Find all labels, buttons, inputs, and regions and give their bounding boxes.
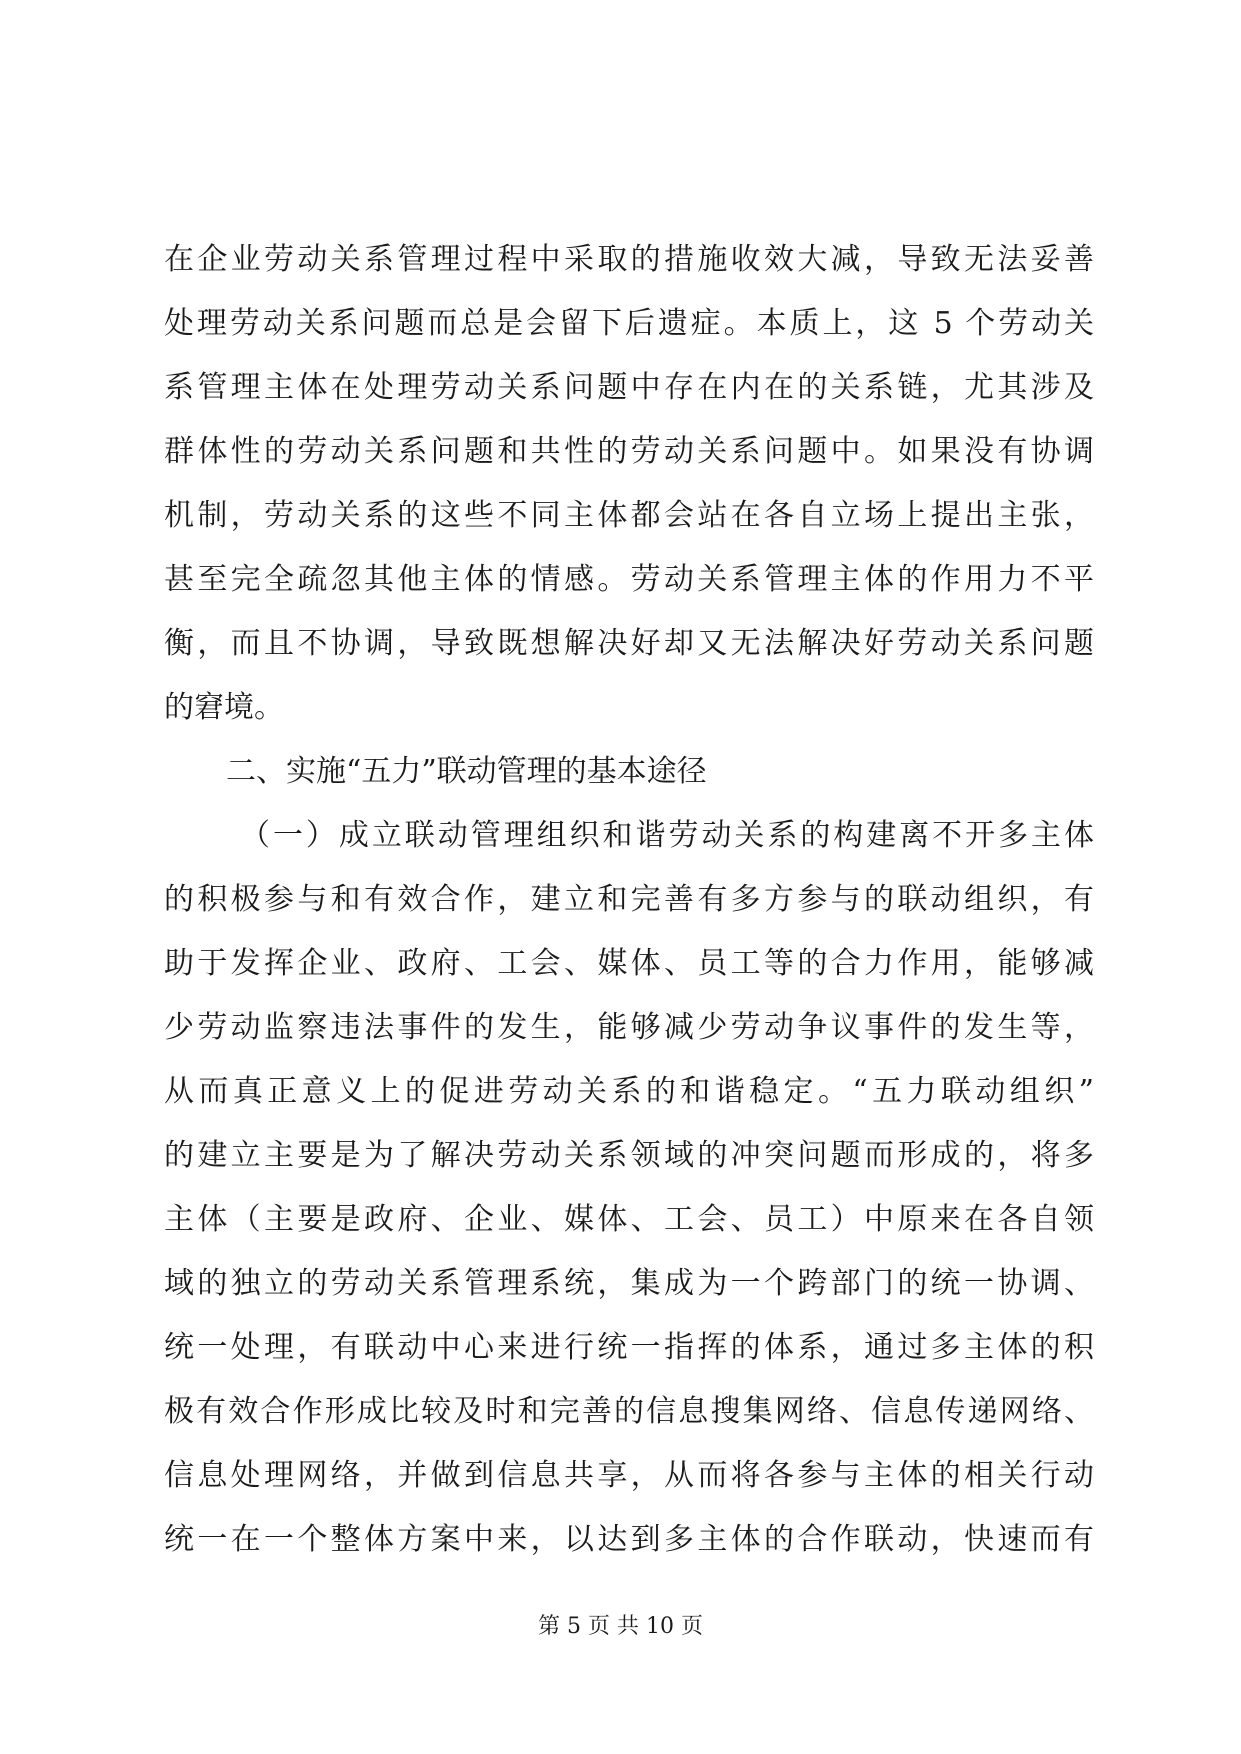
text-line: 助于发挥企业、政府、工会、媒体、员工等的合力作用，能够减 <box>164 946 1094 981</box>
text-line: 系管理主体在处理劳动关系问题中存在内在的关系链，尤其涉及 <box>164 370 1094 405</box>
text-line: 的建立主要是为了解决劳动关系领域的冲突问题而形成的，将多 <box>164 1138 1094 1173</box>
text-line: 的窘境。 <box>164 690 284 725</box>
page-number-footer: 第 5 页 共 10 页 <box>538 1614 703 1639</box>
text-line: 主体（主要是政府、企业、媒体、工会、员工）中原来在各自领 <box>164 1202 1094 1237</box>
text-line: 处理劳动关系问题而总是会留下后遗症。本质上，这 5 个劳动关 <box>164 306 1094 341</box>
text-line: 的积极参与和有效合作，建立和完善有多方参与的联动组织，有 <box>164 882 1094 917</box>
body-text <box>164 228 1094 1572</box>
text-line: 少劳动监察违法事件的发生，能够减少劳动争议事件的发生等， <box>164 1010 1094 1045</box>
text-line: 机制，劳动关系的这些不同主体都会站在各自立场上提出主张， <box>164 498 1094 533</box>
text-line: 从而真正意义上的促进劳动关系的和谐稳定。“五力联动组织” <box>164 1074 1094 1109</box>
text-line: 群体性的劳动关系问题和共性的劳动关系问题中。如果没有协调 <box>164 434 1094 469</box>
text-line: 衡，而且不协调，导致既想解决好却又无法解决好劳动关系问题 <box>164 626 1094 661</box>
text-line: 甚至完全疏忽其他主体的情感。劳动关系管理主体的作用力不平 <box>164 562 1094 597</box>
text-line: 统一在一个整体方案中来，以达到多主体的合作联动，快速而有 <box>164 1522 1094 1557</box>
section-heading: 二、实施“五力”联动管理的基本途径 <box>226 754 707 789</box>
text-line: 在企业劳动关系管理过程中采取的措施收效大减，导致无法妥善 <box>164 242 1094 277</box>
text-line: 域的独立的劳动关系管理系统，集成为一个跨部门的统一协调、 <box>164 1266 1094 1301</box>
subsection-heading: （一）成立联动管理组织和谐劳动关系的构建离不开多主体 <box>240 818 1094 853</box>
text-line: 统一处理，有联动中心来进行统一指挥的体系，通过多主体的积 <box>164 1330 1094 1365</box>
text-line: 极有效合作形成比较及时和完善的信息搜集网络、信息传递网络、 <box>164 1394 1094 1429</box>
text-line: 信息处理网络，并做到信息共享，从而将各参与主体的相关行动 <box>164 1458 1094 1493</box>
